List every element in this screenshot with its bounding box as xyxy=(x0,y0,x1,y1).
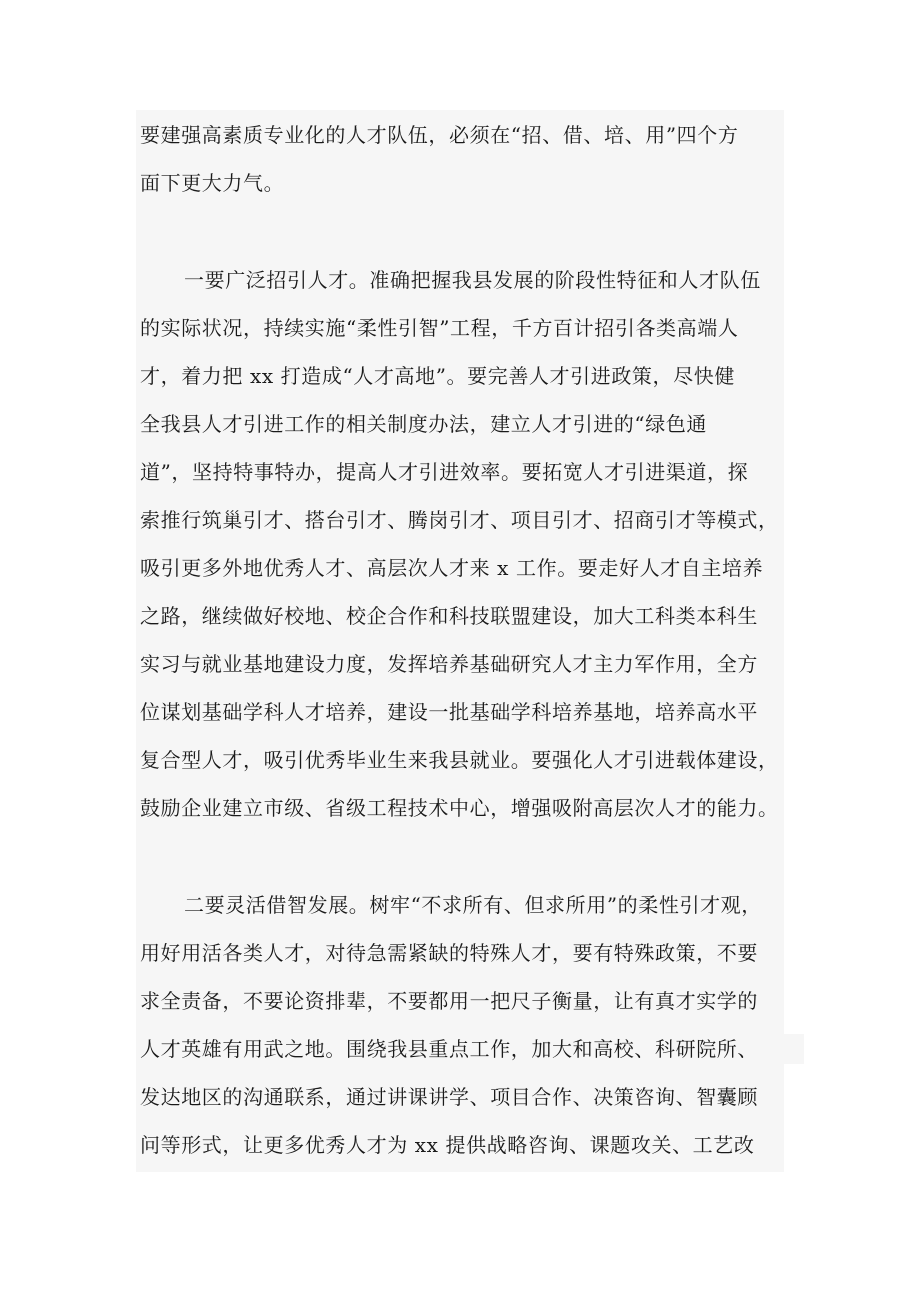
p2-line-6: 问等形式，让更多优秀人才为 xx 提供战略咨询、课题攻关、工艺改 xyxy=(140,1133,755,1157)
p1-line-5: 道”，坚持特事特办，提高人才引进效率。要拓宽人才引进渠道，探 xyxy=(140,460,749,484)
p1-line-2: 的实际状况，持续实施“柔性引智”工程，千方百计招引各类高端人 xyxy=(140,316,739,340)
intro-line-1: 要建强高素质专业化的人才队伍，必须在“招、借、培、用”四个方 xyxy=(140,123,739,147)
p1-line-12: 鼓励企业建立市级、省级工程技术中心，增强吸附高层次人才的能力。 xyxy=(140,796,779,820)
p1-line-4: 全我县人才引进工作的相关制度办法，建立人才引进的“绿色通 xyxy=(140,412,708,436)
p1-line-6: 索推行筑巢引才、搭台引才、腾岗引才、项目引才、招商引才等模式， xyxy=(140,508,779,532)
p1-line-7: 吸引更多外地优秀人才、高层次人才来 x 工作。要走好人才自主培养 xyxy=(140,556,764,580)
p2-line-3: 求全责备，不要论资排辈，不要都用一把尺子衡量，让有真才实学的 xyxy=(140,989,758,1013)
p2-line-2: 用好用活各类人才，对待急需紧缺的特殊人才，要有特殊政策，不要 xyxy=(140,941,758,965)
intro-line-2: 面下更大力气。 xyxy=(140,171,285,195)
p2-line-4: 人才英雄有用武之地。围绕我县重点工作，加大和高校、科研院所、 xyxy=(140,1037,758,1061)
p2-line-5: 发达地区的沟通联系，通过讲课讲学、项目合作、决策咨询、智囊顾 xyxy=(140,1085,758,1109)
p2-line-1: 二要灵活借智发展。树牢“不求所有、但求所用”的柔性引才观， xyxy=(184,893,762,917)
p1-line-10: 位谋划基础学科人才培养，建设一批基础学科培养基地，培养高水平 xyxy=(140,700,758,724)
p1-line-9: 实习与就业基地建设力度，发挥培养基础研究人才主力军作用，全方 xyxy=(140,652,758,676)
p1-line-8: 之路，继续做好校地、校企合作和科技联盟建设，加大工科类本科生 xyxy=(140,604,758,628)
p1-line-3: 才，着力把 xx 打造成“人才高地”。要完善人才引进政策，尽快健 xyxy=(140,364,735,388)
p1-line-11: 复合型人才，吸引优秀毕业生来我县就业。要强化人才引进载体建设， xyxy=(140,748,779,772)
p1-line-1: 一要广泛招引人才。准确把握我县发展的阶段性特征和人才队伍 xyxy=(184,268,761,292)
